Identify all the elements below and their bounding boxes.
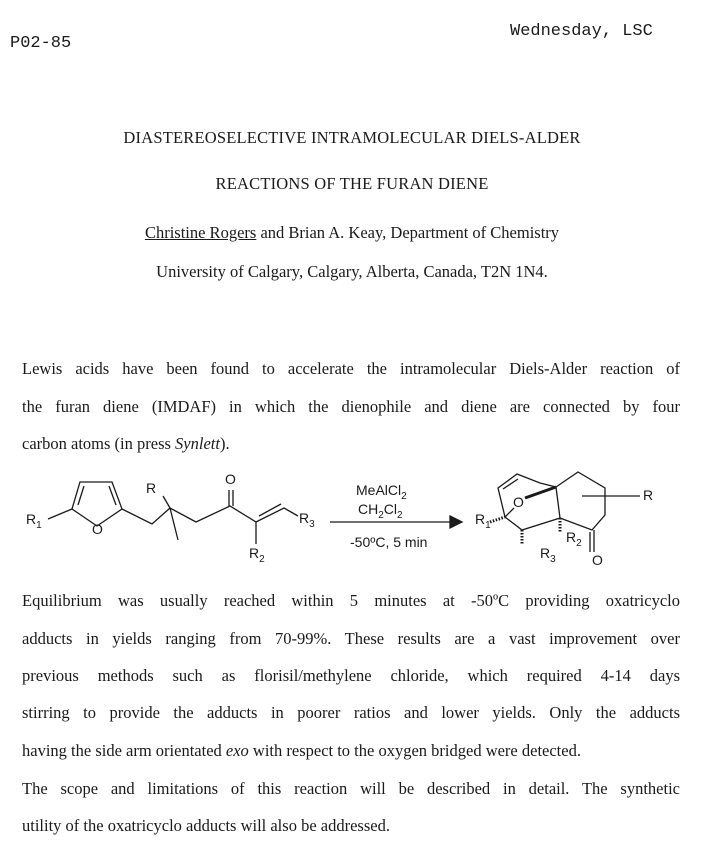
presenter-name: Christine Rogers — [144, 223, 257, 242]
paragraph1-line1: Lewis acids have been found to accelerate the intramolecular Diels-Alder reaction of — [22, 359, 680, 378]
reactant-r-label: R — [146, 480, 157, 496]
furan-oxygen-label: O — [92, 521, 103, 537]
r1-hash-bond — [490, 517, 505, 522]
coauthors: and Brian A. Keay, Department of Chemistry — [256, 223, 560, 242]
session-label: Wednesday, LSC — [510, 22, 653, 41]
reagent-meal-cl2: MeAlCl$_2$ — [356, 482, 407, 502]
title-line-1: DIASTEREOSELECTIVE INTRAMOLECULAR DIELS-ALDER — [123, 128, 581, 147]
r1-bond — [48, 509, 72, 519]
text: carbon atoms (in press — [22, 434, 176, 453]
solvent-ch2cl2: $CH_2Cl_2$ — [358, 501, 403, 521]
paragraph2-line5: having the side arm orientated exo with respect to the oxygen bridged were detected. — [22, 741, 581, 760]
journal-name: Synlett — [175, 434, 220, 453]
text: ). — [219, 434, 230, 453]
methyl-bond — [170, 508, 178, 540]
product-r3-label: $R_3$ — [540, 545, 556, 565]
abstract-code: P02-85 — [10, 34, 72, 53]
title-line-2: REACTIONS OF THE FURAN DIENE — [215, 174, 489, 193]
paragraph2-line3: previous methods such as florisil/methylene chloride, which required 4-14 days — [22, 666, 680, 685]
product-r1-label: $R_1$ — [475, 511, 491, 531]
exo-term: exo — [225, 741, 249, 760]
oxygen-bridge — [525, 487, 556, 498]
product-r2-label: $R_2$ — [566, 529, 582, 549]
affiliation: University of Calgary, Calgary, Alberta, Canada, T2N 1N4. — [156, 262, 548, 281]
paragraph2-line2: adducts in yields ranging from 70-99%. These results are a vast improvement over — [22, 629, 680, 648]
reactant-r1-label: $R_1$ — [26, 511, 42, 531]
product-carbonyl-oxygen: O — [592, 552, 603, 568]
paragraph2-line6: The scope and limitations of this reaction will be described in detail. The synthetic — [22, 779, 680, 798]
paragraph1-line2: the furan diene (IMDAF) in which the dienophile and diene are connected by four — [22, 397, 680, 416]
furan-ring — [72, 482, 122, 526]
reaction-conditions: -50ºC, 5 min — [350, 534, 428, 550]
product-bridge-oxygen: O — [513, 494, 524, 510]
furan-double-bond — [78, 486, 84, 505]
alkene-double-bond — [259, 504, 281, 516]
paragraph2-line1: Equilibrium was usually reached within 5 minutes at -50ºC providing oxatricyclo — [22, 591, 680, 610]
paragraph2-line7: utility of the oxatricyclo adducts will also be addressed. — [22, 816, 390, 835]
paragraph2-line4: stirring to provide the adducts in poorer ratios and lower yields. Only the adducts — [22, 703, 680, 722]
reactant-carbonyl-oxygen: O — [225, 471, 236, 487]
reactant-r2-label: $R_2$ — [249, 545, 265, 565]
alkene-double-bond — [503, 479, 518, 489]
cyclohexene-bridge — [498, 474, 556, 517]
reactant-r3-label: $R_3$ — [299, 510, 315, 530]
arrowhead — [450, 516, 462, 528]
r-bond — [163, 496, 170, 508]
cyclohexanone-ring — [556, 472, 605, 530]
product-r-label: R — [643, 487, 654, 503]
